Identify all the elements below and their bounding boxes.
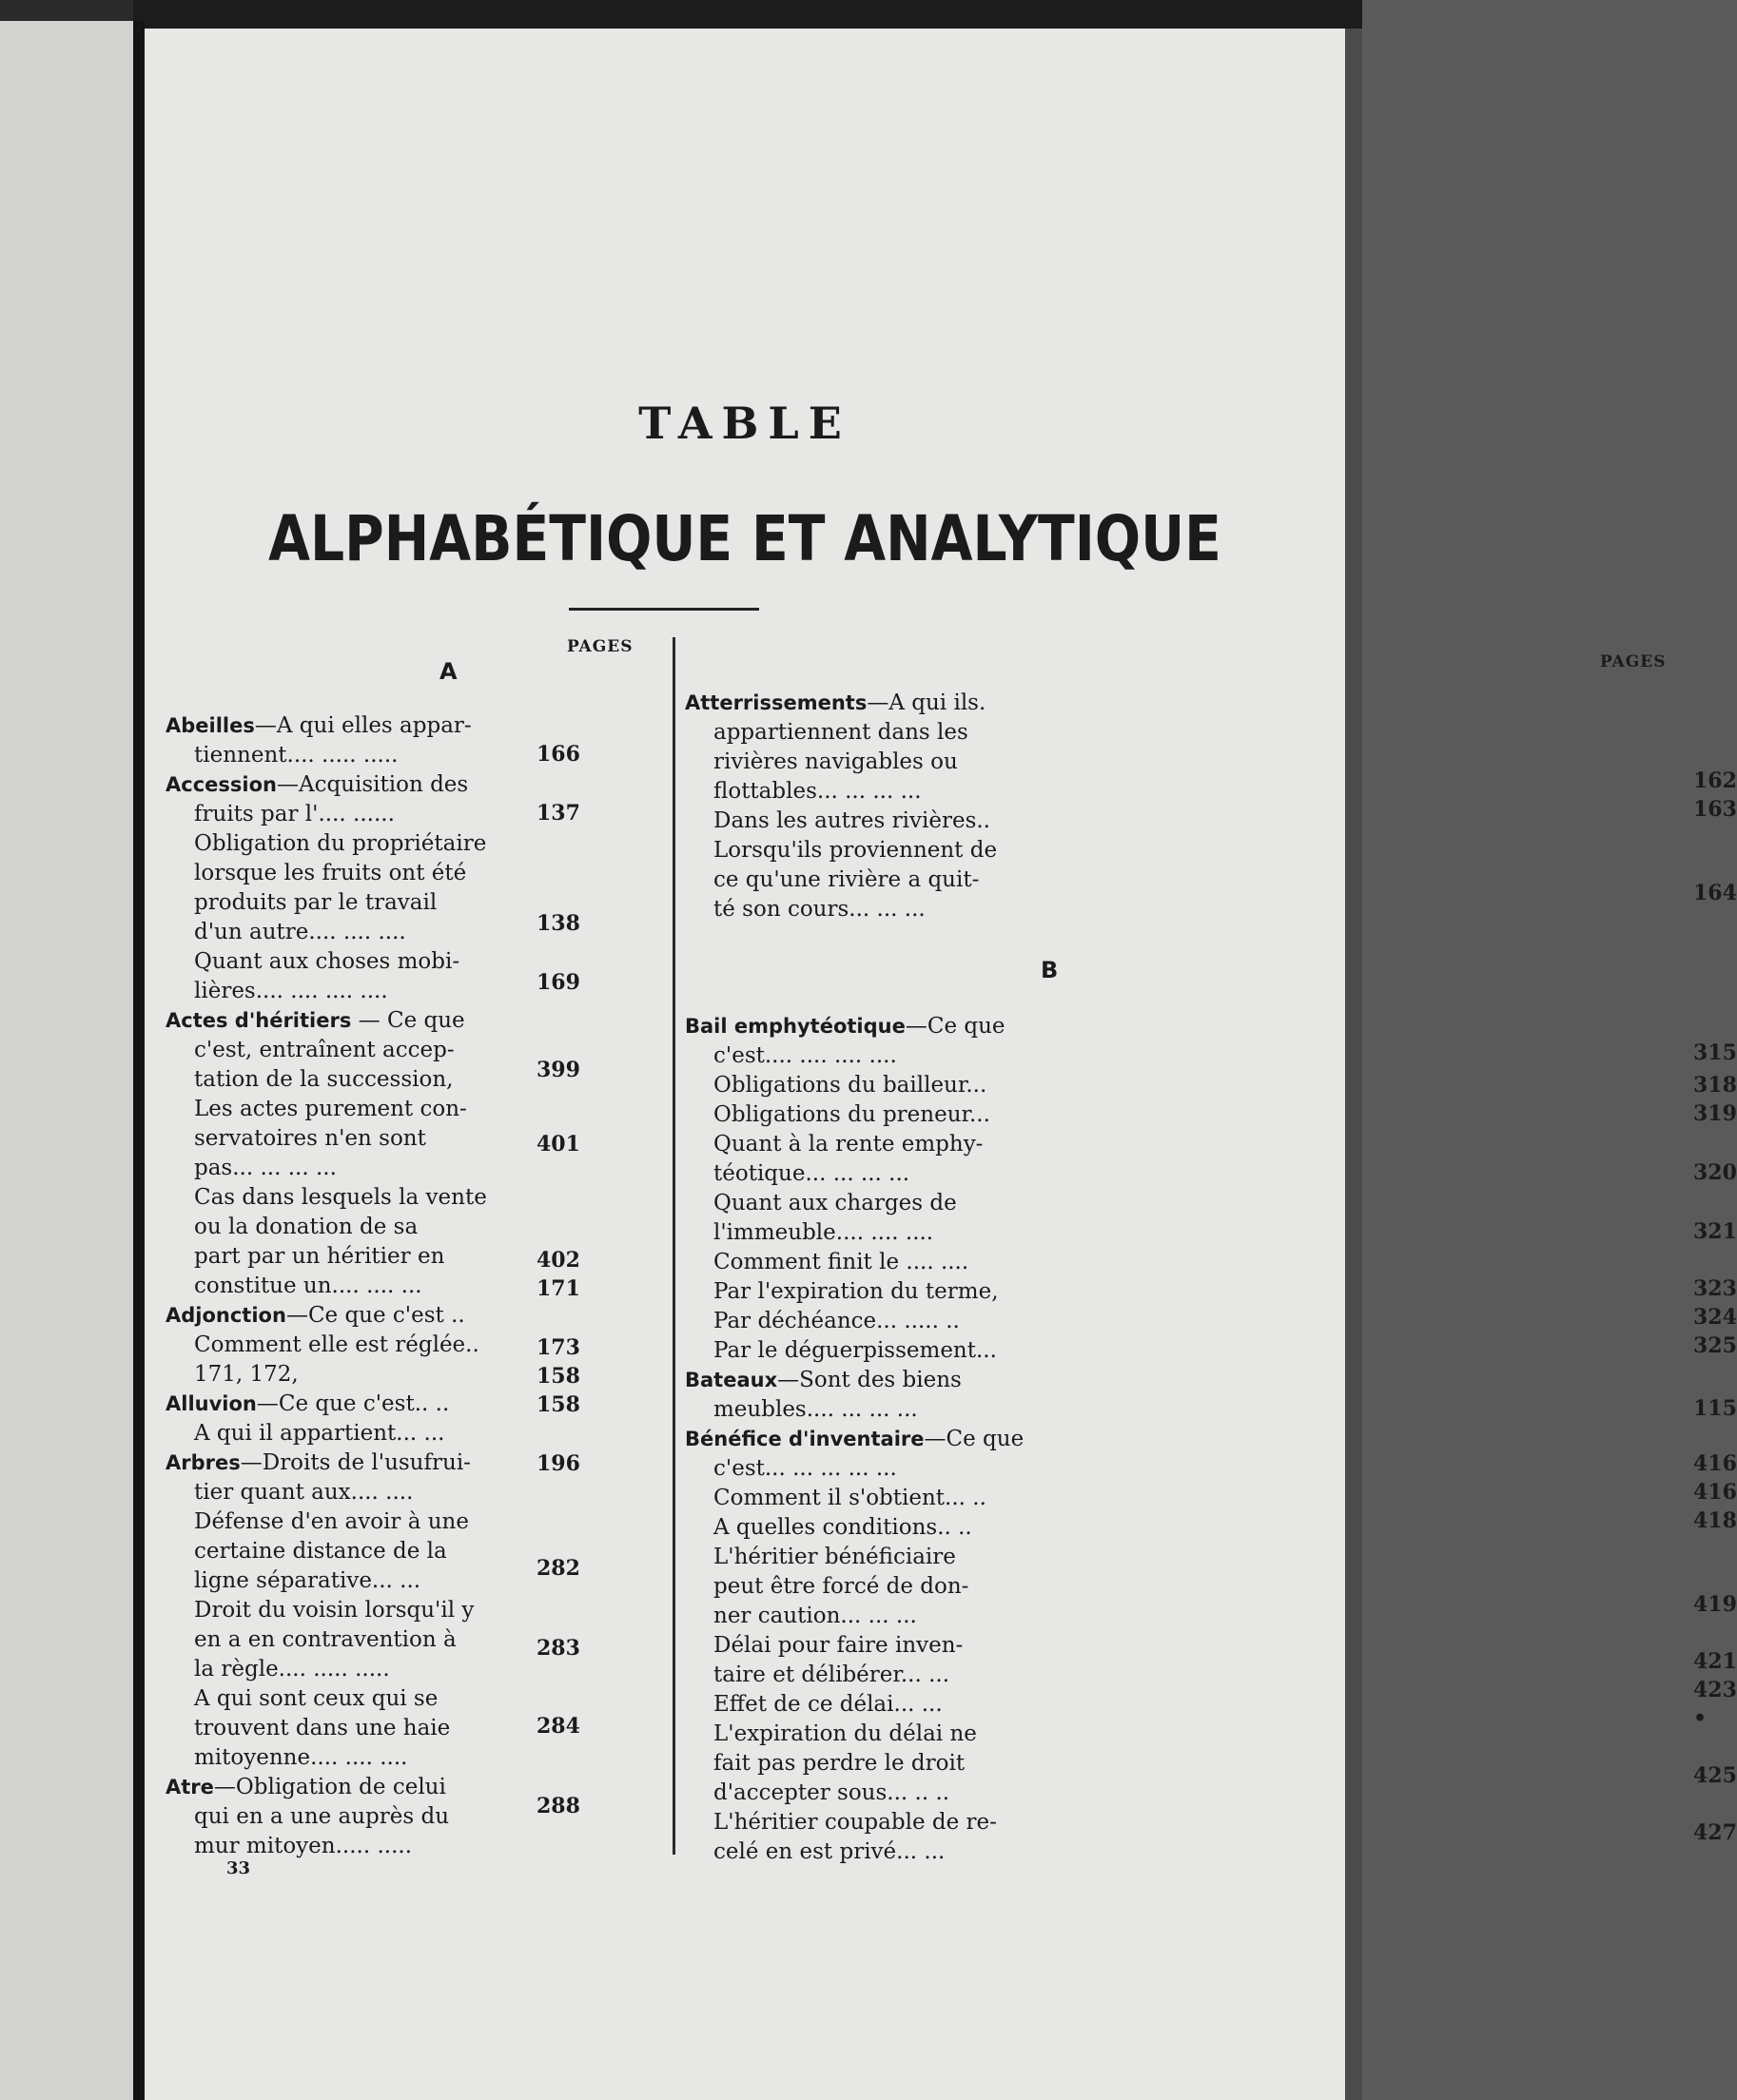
index-line [194, 1714, 450, 1742]
entry-text: tation de la succession, [194, 1067, 454, 1092]
entry-text: fait pas perdre le droit [713, 1751, 966, 1776]
index-line [713, 718, 968, 747]
entry-text: Dans les autres rivières.. [713, 808, 990, 833]
index-line [713, 1690, 943, 1719]
index-line [194, 741, 398, 769]
entry-heading: Abeilles [166, 714, 255, 737]
index-line [713, 1159, 909, 1188]
book-spine [133, 21, 145, 2100]
index-line [713, 836, 997, 865]
entry-text: Défense d'en avoir à une [194, 1509, 469, 1534]
page-reference: 138 [537, 911, 580, 936]
entry-text: Quant aux charges de [713, 1191, 957, 1215]
entry-heading: Bénéfice d'inventaire [685, 1428, 925, 1450]
entry-text: Délai pour faire inven- [713, 1633, 964, 1658]
entry-text: —Ce que c'est.. .. [256, 1391, 450, 1416]
entry-text: tiennent.... ..... ..... [194, 743, 399, 768]
section-letter: B [1041, 957, 1059, 983]
entry-text: pas... ... ... ... [194, 1156, 337, 1180]
page-reference: 158 [537, 1364, 580, 1389]
index-line [713, 1130, 983, 1158]
page-reference: 319 [1693, 1101, 1737, 1126]
index-line [713, 1189, 957, 1217]
page-reference: 416 [1693, 1451, 1737, 1476]
index-line [194, 1625, 457, 1654]
page-reference: 423 [1693, 1678, 1737, 1702]
pages-column-header: PAGES [567, 637, 634, 656]
index-line [194, 947, 459, 976]
entry-text: d'un autre.... .... .... [194, 920, 406, 944]
page-reference: 399 [537, 1058, 580, 1082]
entry-text: rivières navigables ou [713, 749, 958, 774]
index-line [194, 1684, 438, 1713]
entry-text: Obligation du propriétaire [194, 831, 487, 856]
index-line [194, 1272, 422, 1300]
index-line [685, 1012, 1005, 1040]
entry-text: peut être forcé de don- [713, 1574, 969, 1599]
entry-text: Comment il s'obtient... .. [713, 1486, 986, 1510]
entry-text: Obligations du bailleur... [713, 1073, 987, 1098]
index-line [713, 1661, 949, 1689]
index-line [194, 1213, 418, 1241]
entry-text: —A qui ils. [867, 690, 986, 715]
entry-text: A qui il appartient... ... [194, 1421, 445, 1446]
index-line [685, 1366, 962, 1394]
entry-heading: Arbres [166, 1451, 241, 1474]
index-line [713, 1749, 965, 1778]
index-line [194, 888, 437, 917]
index-line [713, 1779, 949, 1807]
index-line [713, 1484, 986, 1512]
page-reference: 320 [1693, 1160, 1737, 1185]
entry-text: Droit du voisin lorsqu'il y [194, 1598, 475, 1623]
entry-text: Quant à la rente emphy- [713, 1132, 984, 1157]
entry-text: c'est, entraînent accep- [194, 1038, 455, 1062]
entry-text: ou la donation de sa [194, 1215, 419, 1239]
page-reference: • [1693, 1706, 1708, 1731]
entry-text: flottables... ... ... ... [713, 779, 922, 804]
index-line [713, 1041, 897, 1070]
page-reference: 115 [1693, 1396, 1737, 1421]
index-line [713, 1100, 990, 1129]
page-reference: 288 [537, 1794, 580, 1818]
entry-text: qui en a une auprès du [194, 1804, 450, 1829]
entry-text: certaine distance de la [194, 1539, 447, 1564]
page-reference: 164 [1693, 881, 1737, 905]
entry-text: —Ce que c'est .. [285, 1303, 465, 1328]
entry-text: L'expiration du délai ne [713, 1721, 977, 1746]
page-reference: 325 [1693, 1333, 1737, 1358]
index-line [194, 1832, 412, 1860]
entry-text: Par l'expiration du terme, [713, 1279, 999, 1304]
scan-top-edge [0, 0, 1362, 29]
page-reference: 282 [537, 1556, 580, 1581]
entry-text: —Acquisition des [276, 772, 469, 797]
entry-text: A qui sont ceux qui se [194, 1686, 439, 1711]
page-reference: 173 [537, 1335, 580, 1360]
page-reference: 171 [537, 1276, 580, 1301]
entry-text: —Ce que [924, 1427, 1025, 1451]
entry-text: 171, 172, [194, 1362, 299, 1387]
entry-text: ce qu'une rivière a quit- [713, 867, 980, 892]
entry-text: Comment finit le .... .... [713, 1250, 969, 1274]
entry-heading: Atterrissements [685, 691, 868, 714]
page-reference: 324 [1693, 1305, 1737, 1330]
index-line [194, 1095, 467, 1123]
entry-text: c'est.... .... .... .... [713, 1043, 897, 1068]
index-line [194, 918, 406, 946]
page-reference: 315 [1693, 1040, 1737, 1065]
index-line [194, 1478, 413, 1507]
entry-text: meubles.... ... ... ... [713, 1397, 918, 1422]
page-reference: 163 [1693, 797, 1737, 822]
index-line [194, 1743, 407, 1772]
index-line [713, 1218, 933, 1247]
page-reference: 402 [537, 1248, 580, 1273]
entry-text: Cas dans lesquels la vente [194, 1185, 487, 1210]
page-reference: 421 [1693, 1649, 1737, 1674]
entry-text: trouvent dans une haie [194, 1716, 451, 1740]
entry-text: Comment elle est réglée.. [194, 1332, 479, 1357]
column-divider [673, 637, 675, 1855]
facing-page [0, 21, 133, 2100]
index-line [685, 1425, 1024, 1453]
index-line [713, 1071, 986, 1099]
entry-text: mur mitoyen..... ..... [194, 1834, 413, 1858]
page-reference: 169 [537, 970, 580, 995]
index-line [166, 770, 468, 799]
index-line [194, 800, 395, 828]
index-line [713, 1513, 972, 1542]
entry-text: produits par le travail [194, 890, 438, 915]
index-line [713, 748, 958, 776]
index-line [194, 1596, 474, 1624]
page-reference: 162 [1693, 768, 1737, 793]
scan-right-edge [1345, 29, 1362, 2100]
index-line [166, 1301, 465, 1330]
entry-text: —Droits de l'usufrui- [240, 1450, 471, 1475]
section-letter: A [439, 658, 458, 685]
index-line [194, 1419, 444, 1448]
entry-heading: Bail emphytéotique [685, 1015, 906, 1038]
index-line [166, 1449, 471, 1477]
index-line [713, 1395, 918, 1424]
index-line [194, 1183, 487, 1212]
page-reference: 137 [537, 801, 580, 826]
entry-text: L'héritier bénéficiaire [713, 1545, 956, 1569]
page-reference: 425 [1693, 1763, 1737, 1788]
index-line [713, 1336, 997, 1365]
entry-text: A quelles conditions.. .. [713, 1515, 972, 1540]
index-line [194, 1065, 453, 1094]
entry-text: L'héritier coupable de re- [713, 1810, 997, 1835]
entry-text: lières.... .... .... .... [194, 979, 388, 1003]
index-line [713, 1720, 977, 1748]
index-line [194, 1360, 299, 1389]
entry-heading: Alluvion [166, 1392, 257, 1415]
index-line [713, 777, 922, 806]
entry-text: tier quant aux.... .... [194, 1480, 414, 1505]
index-line [194, 1537, 447, 1565]
entry-text: té son cours... ... ... [713, 897, 926, 922]
index-line [194, 1036, 455, 1064]
entry-text: ligne séparative... ... [194, 1568, 421, 1593]
entry-heading: Actes d'héritiers [166, 1009, 352, 1032]
index-line [713, 1602, 917, 1630]
page-reference: 166 [537, 742, 580, 767]
page-title-line2: ALPHABÉTIQUE ET ANALYTIQUE [268, 502, 1221, 575]
index-line [166, 711, 472, 740]
entry-text: —Obligation de celui [213, 1775, 446, 1799]
pages-column-header: PAGES [1600, 652, 1667, 671]
entry-text: Obligations du preneur... [713, 1102, 990, 1127]
entry-text: l'immeuble.... .... .... [713, 1220, 934, 1245]
entry-text: téotique... ... ... ... [713, 1161, 910, 1186]
index-line [713, 1572, 968, 1601]
entry-heading: Bateaux [685, 1369, 778, 1391]
page-reference: 158 [537, 1392, 580, 1417]
page-reference: 196 [537, 1451, 580, 1476]
index-line [713, 1808, 997, 1837]
entry-text: Quant aux choses mobi- [194, 949, 460, 974]
index-line [194, 1242, 444, 1271]
document-page [145, 29, 1737, 2100]
title-divider [569, 608, 759, 611]
page-reference: 427 [1693, 1820, 1737, 1845]
index-line [166, 1390, 449, 1418]
entry-text: ner caution... ... ... [713, 1604, 917, 1628]
entry-heading: Accession [166, 773, 277, 796]
index-line [194, 977, 388, 1005]
entry-text: mitoyenne.... .... .... [194, 1745, 408, 1770]
page-reference: 419 [1693, 1592, 1737, 1617]
entry-text: la règle.... ..... ..... [194, 1657, 390, 1682]
index-line [194, 1154, 337, 1182]
entry-text: Par déchéance... ..... .. [713, 1309, 960, 1333]
page-title-line1: TABLE [638, 398, 851, 449]
entry-text: d'accepter sous... .. .. [713, 1780, 950, 1805]
page-reference: 323 [1693, 1276, 1737, 1301]
entry-text: fruits par l'.... ...... [194, 802, 395, 826]
entry-heading: Adjonction [166, 1304, 286, 1327]
entry-text: —Sont des biens [777, 1368, 962, 1392]
entry-text: part par un héritier en [194, 1244, 445, 1269]
index-line [194, 1655, 390, 1683]
entry-heading: Atre [166, 1776, 214, 1799]
index-line [194, 1507, 469, 1536]
entry-text: — Ce que [351, 1008, 465, 1033]
page-reference: 284 [537, 1714, 580, 1739]
entry-text: Par le déguerpissement... [713, 1338, 997, 1363]
entry-text: celé en est privé... ... [713, 1839, 946, 1864]
entry-text: Les actes purement con- [194, 1097, 467, 1121]
page-reference: 283 [537, 1636, 580, 1661]
entry-text: taire et délibérer... ... [713, 1662, 950, 1687]
index-line [713, 1543, 956, 1571]
entry-text: Lorsqu'ils proviennent de [713, 838, 998, 863]
index-line [713, 807, 990, 835]
index-line [713, 1248, 968, 1276]
page-reference: 416 [1693, 1480, 1737, 1505]
index-line [713, 895, 926, 924]
entry-text: Effet de ce délai... ... [713, 1692, 943, 1717]
index-line [194, 1802, 449, 1831]
index-line [713, 1838, 945, 1866]
page-reference: 418 [1693, 1508, 1737, 1533]
page-reference: 401 [537, 1132, 580, 1157]
index-line [166, 1006, 465, 1035]
entry-text: —A qui elles appar- [254, 713, 472, 738]
entry-text: constitue un.... .... ... [194, 1274, 422, 1298]
entry-text: appartiennent dans les [713, 720, 968, 745]
index-line [194, 859, 466, 887]
index-line [713, 1631, 963, 1660]
index-line [713, 1454, 897, 1483]
index-line [194, 1566, 420, 1595]
index-line [713, 1277, 999, 1306]
page-reference: 321 [1693, 1219, 1737, 1244]
index-line [194, 1124, 426, 1153]
index-line [194, 829, 486, 858]
index-line [166, 1773, 446, 1801]
page-reference: 318 [1693, 1073, 1737, 1098]
index-line [685, 689, 986, 717]
entry-text: lorsque les fruits ont été [194, 861, 467, 885]
page-number: 33 [226, 1858, 251, 1878]
index-line [713, 1307, 960, 1335]
entry-text: en a en contravention à [194, 1627, 457, 1652]
index-line [713, 865, 979, 894]
entry-text: servatoires n'en sont [194, 1126, 426, 1151]
entry-text: —Ce que [905, 1014, 1005, 1039]
entry-text: c'est... ... ... ... ... [713, 1456, 897, 1481]
index-line [194, 1331, 479, 1359]
